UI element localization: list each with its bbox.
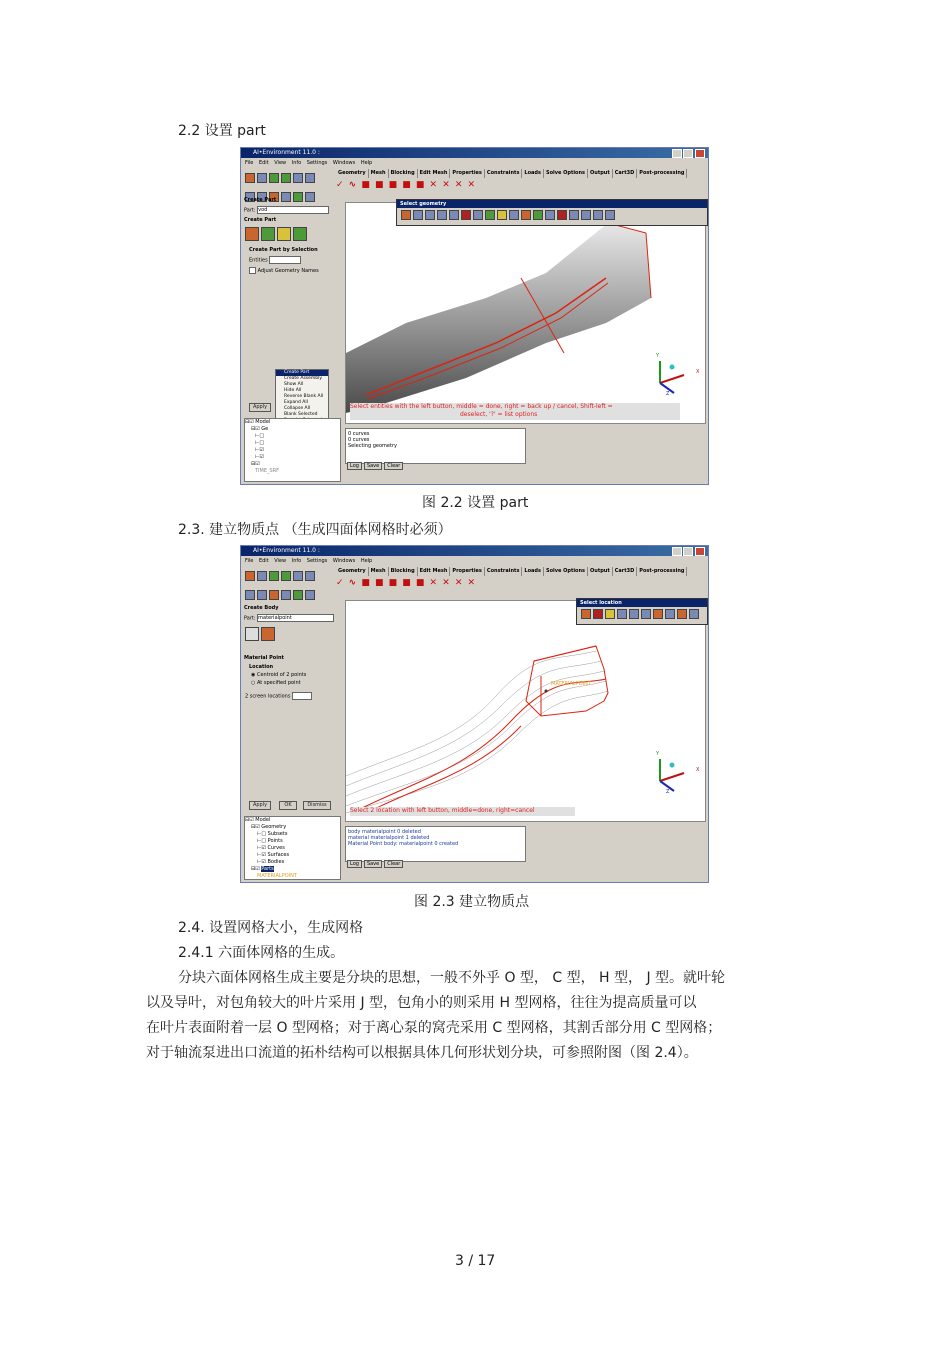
- log-controls: [347, 462, 405, 470]
- menu-item-reverse-blank-all[interactable]: Reverse Blank All: [284, 394, 324, 399]
- tab-loads[interactable]: Loads: [522, 567, 544, 576]
- graphics-viewport[interactable]: [345, 600, 706, 822]
- select-icon[interactable]: [605, 609, 615, 619]
- tree-node-time-srf[interactable]: TIME_SRF: [255, 468, 280, 474]
- paragraph-line: 在叶片表面附着一层 O 型网格；对于离心泵的窝壳采用 C 型网格，其割舌部分用 C 型网格；: [146, 1020, 722, 1036]
- tab-properties[interactable]: Properties: [450, 169, 484, 178]
- select-icon[interactable]: [593, 210, 603, 220]
- geometry-tool-icons[interactable]: ✓ ∿ ■ ■ ■ ■ ■ ✕ ✕ ✕ ✕: [336, 180, 477, 190]
- select-icon[interactable]: [581, 210, 591, 220]
- tree-node-model[interactable]: ⊟☑ Model: [245, 817, 271, 823]
- apply-button[interactable]: Apply: [249, 403, 271, 412]
- log-checkbox[interactable]: Log: [347, 860, 362, 868]
- part-name-input[interactable]: vod: [257, 206, 329, 214]
- log-line: Selecting geometry: [348, 443, 397, 449]
- screen-locations-input[interactable]: [292, 692, 312, 700]
- save-log-button[interactable]: Save: [364, 860, 382, 868]
- menu-item-create-part[interactable]: Create Part: [276, 370, 328, 376]
- tree-node-geometry[interactable]: ⊟☑ Geometry: [251, 824, 287, 830]
- select-icon[interactable]: [581, 609, 591, 619]
- window-title: AI•Environment 11.0 :: [253, 547, 320, 554]
- paragraph-line: 以及导叶，对包角较大的叶片采用 J 型，包角小的则采用 H 型网格，往往为提高质量可以: [146, 995, 697, 1011]
- figure-caption-2-2: 图 2.2 设置 part: [422, 495, 529, 511]
- select-geometry-popup: [396, 199, 708, 226]
- select-icon[interactable]: [449, 210, 459, 220]
- entities-label: Entities: [249, 257, 268, 264]
- undo-icon[interactable]: [293, 571, 303, 581]
- tab-cart3d[interactable]: Cart3D: [613, 169, 638, 178]
- screen-locations-label: 2 screen locations: [245, 693, 291, 700]
- tree-node[interactable]: ⊢□: [255, 440, 265, 446]
- screen-locations-row: [241, 692, 341, 700]
- select-icon[interactable]: [641, 609, 651, 619]
- status-line-1: Select 2 location with left button, middle=done, right=cancel: [350, 807, 535, 814]
- menu-view[interactable]: View: [274, 558, 287, 564]
- create-part-by-element-icon[interactable]: [293, 227, 307, 241]
- select-icon[interactable]: [521, 210, 531, 220]
- log-line: material materialpoint 1 deleted: [348, 835, 430, 841]
- menu-view[interactable]: View: [274, 160, 287, 166]
- cancel-icon[interactable]: [461, 210, 471, 220]
- axis-z-label: Z: [666, 391, 670, 397]
- model-tree: [244, 816, 341, 880]
- apply-button[interactable]: Apply: [249, 801, 271, 810]
- create-body-panel: [241, 592, 341, 700]
- tree-node-surfaces[interactable]: ⊢☑ Surfaces: [257, 852, 290, 858]
- maximize-button[interactable]: [683, 547, 693, 556]
- menu-info[interactable]: Info: [291, 558, 302, 564]
- status-line-2: deselect, '?' = list options: [460, 411, 538, 418]
- tab-blocking[interactable]: Blocking: [389, 567, 418, 576]
- part-label: Part: [244, 207, 254, 214]
- page-number: 3 / 17: [455, 1253, 496, 1269]
- function-tabs: [336, 567, 687, 576]
- menu-item-collapse-all[interactable]: Collapse All: [284, 406, 311, 411]
- open-icon[interactable]: [245, 571, 255, 581]
- tree-node-geometry[interactable]: ⊟☑ Ge: [251, 426, 269, 432]
- tab-geometry[interactable]: Geometry: [336, 567, 369, 576]
- create-part-panel: [241, 194, 341, 394]
- model-tree: [244, 418, 341, 482]
- window-title: AI•Environment 11.0 :: [253, 149, 320, 156]
- section-heading-2-2: 2.2 设置 part: [178, 123, 266, 139]
- axis-y-label: Y: [656, 353, 660, 359]
- popup-title: Select location: [577, 599, 707, 607]
- select-icon[interactable]: [617, 609, 627, 619]
- topology-body-icon[interactable]: [261, 627, 275, 641]
- close-button[interactable]: [695, 547, 705, 556]
- popup-title: Select geometry: [397, 200, 707, 208]
- tab-geometry[interactable]: Geometry: [336, 169, 369, 178]
- select-icon[interactable]: [485, 210, 495, 220]
- tab-properties[interactable]: Properties: [450, 567, 484, 576]
- menu-item-expand-all[interactable]: Expand All: [284, 400, 308, 405]
- window-titlebar: [241, 148, 708, 158]
- part-label: Part: [244, 615, 254, 622]
- close-button[interactable]: [695, 149, 705, 158]
- panel-title: Create Body: [244, 605, 279, 611]
- cancel-icon[interactable]: [593, 609, 603, 619]
- entities-row: [241, 256, 341, 264]
- menu-help[interactable]: Help: [360, 558, 373, 564]
- menu-windows[interactable]: Windows: [332, 558, 356, 564]
- menu-item-create-assembly[interactable]: Create Assembly: [284, 376, 323, 381]
- redo-icon[interactable]: [305, 571, 315, 581]
- axis-triad: [646, 751, 701, 796]
- select-icon[interactable]: [425, 210, 435, 220]
- part-row: Part: vod: [241, 206, 341, 214]
- tab-mesh[interactable]: Mesh: [369, 169, 389, 178]
- menu-bar: [241, 557, 708, 566]
- adjust-names-checkbox[interactable]: [249, 267, 256, 274]
- material-point-icon[interactable]: [245, 627, 259, 641]
- axis-z-label: Z: [666, 789, 670, 795]
- create-part-by-region-icon[interactable]: [277, 227, 291, 241]
- redo-icon[interactable]: [305, 173, 315, 183]
- tree-node-bodies[interactable]: ⊢☑ Bodies: [257, 859, 285, 865]
- create-part-subtitle: Create Part: [244, 217, 277, 223]
- screenshot-create-material-point: [240, 545, 709, 883]
- part-icon[interactable]: [269, 571, 279, 581]
- section-heading-2-4-1: 2.4.1 六面体网格的生成。: [178, 945, 345, 961]
- window-titlebar: [241, 546, 708, 556]
- clear-log-button[interactable]: Clear: [384, 462, 403, 470]
- tab-post-processing[interactable]: Post-processing: [637, 169, 687, 178]
- dismiss-button[interactable]: Dismiss: [303, 801, 331, 810]
- open-icon[interactable]: [245, 173, 255, 183]
- save-icon[interactable]: [257, 571, 267, 581]
- tab-solve-options[interactable]: Solve Options: [544, 169, 588, 178]
- create-part-icon[interactable]: [245, 227, 259, 241]
- screenshot-create-part: [240, 147, 709, 485]
- minimize-button[interactable]: [672, 547, 682, 556]
- save-icon[interactable]: [257, 173, 267, 183]
- figure-caption-2-3: 图 2.3 建立物质点: [414, 894, 530, 910]
- tree-node[interactable]: ⊟☑: [251, 461, 260, 467]
- menu-file[interactable]: File: [245, 160, 254, 166]
- part-name-input[interactable]: materialpoint: [257, 614, 334, 622]
- tree-node[interactable]: ⊢☑: [255, 447, 264, 453]
- status-line-1: Select entities with the left button, middle = done, right = back up / cancel, Shift-left =: [350, 403, 613, 410]
- tree-node[interactable]: ⊢□: [255, 433, 265, 439]
- graphics-viewport[interactable]: [345, 202, 706, 424]
- select-icon[interactable]: [689, 609, 699, 619]
- adjust-names-row: [241, 267, 341, 274]
- select-icon[interactable]: [569, 210, 579, 220]
- toolbar-icons: [244, 567, 334, 589]
- clear-log-button[interactable]: Clear: [384, 860, 403, 868]
- menu-file[interactable]: File: [245, 558, 254, 564]
- tab-mesh[interactable]: Mesh: [369, 567, 389, 576]
- panel-title: Create Part: [244, 197, 277, 203]
- select-icon[interactable]: [509, 210, 519, 220]
- geometry-tool-icons[interactable]: ✓ ∿ ■ ■ ■ ■ ■ ✕ ✕ ✕ ✕: [336, 578, 477, 588]
- menu-windows[interactable]: Windows: [332, 160, 356, 166]
- menu-item-show-all[interactable]: Show All: [284, 382, 304, 387]
- create-part-by-selection-icon[interactable]: [261, 227, 275, 241]
- tab-loads[interactable]: Loads: [522, 169, 544, 178]
- select-icon[interactable]: [401, 210, 411, 220]
- log-line: 0 curves: [348, 431, 370, 437]
- paragraph-line: 分块六面体网格生成主要是分块的思想，一般不外乎 O 型， C 型， H 型， J 型。就叶轮: [178, 970, 726, 986]
- radio-centroid[interactable]: ◉ Centroid of 2 points: [251, 672, 307, 678]
- tree-node-subsets[interactable]: ⊢□ Subsets: [257, 831, 288, 837]
- axis-triad: [646, 353, 701, 398]
- axis-x-label: X: [696, 767, 700, 773]
- status-prompt: [350, 403, 680, 420]
- select-icon[interactable]: [629, 609, 639, 619]
- adjust-names-label: Adjust Geometry Names: [257, 268, 319, 274]
- material-point-label: MATERIALPOINT: [551, 681, 591, 687]
- tab-blocking[interactable]: Blocking: [389, 169, 418, 178]
- tree-node-model[interactable]: ⊟☑ Model: [245, 419, 271, 425]
- material-point-title: Material Point: [244, 655, 284, 661]
- tree-node-points[interactable]: ⊢□ Points: [257, 838, 283, 844]
- status-prompt: [350, 807, 575, 816]
- select-icon[interactable]: [665, 609, 675, 619]
- section-heading-2-3: 2.3. 建立物质点 （生成四面体网格时必须）: [178, 522, 452, 538]
- select-icon[interactable]: [533, 210, 543, 220]
- axis-x-label: X: [696, 369, 700, 375]
- undo-icon[interactable]: [293, 173, 303, 183]
- select-icon[interactable]: [437, 210, 447, 220]
- message-log: [345, 428, 526, 464]
- select-location-popup: [576, 598, 708, 625]
- save-log-button[interactable]: Save: [364, 462, 382, 470]
- tree-node-materialpoint[interactable]: MATERIALPOINT: [257, 873, 297, 879]
- geometry-icon[interactable]: [281, 571, 291, 581]
- location-label: Location: [249, 664, 274, 670]
- tab-cart3d[interactable]: Cart3D: [613, 567, 638, 576]
- message-log: [345, 826, 526, 862]
- select-icon[interactable]: [653, 609, 663, 619]
- ok-button[interactable]: OK: [279, 801, 297, 810]
- part-icon[interactable]: [269, 173, 279, 183]
- select-icon[interactable]: [605, 210, 615, 220]
- by-selection-title: Create Part by Selection: [249, 247, 318, 253]
- log-line: body materialpoint 0 deleted: [348, 829, 421, 835]
- function-tabs: [336, 169, 687, 178]
- select-icon[interactable]: [473, 210, 483, 220]
- tab-post-processing[interactable]: Post-processing: [637, 567, 687, 576]
- section-heading-2-4: 2.4. 设置网格大小，生成网格: [178, 920, 364, 936]
- log-checkbox[interactable]: Log: [347, 462, 362, 470]
- location-tool-icons: [577, 607, 707, 623]
- create-part-icons: [241, 226, 341, 244]
- tab-output[interactable]: Output: [588, 169, 613, 178]
- tab-constraints[interactable]: Constraints: [485, 567, 523, 576]
- tab-edit-mesh[interactable]: Edit Mesh: [418, 169, 451, 178]
- tab-output[interactable]: Output: [588, 567, 613, 576]
- select-icon[interactable]: [413, 210, 423, 220]
- select-icon[interactable]: [677, 609, 687, 619]
- menu-settings[interactable]: Settings: [306, 160, 328, 166]
- tree-node-parts[interactable]: ⊟☑ Parts: [251, 866, 274, 872]
- menu-settings[interactable]: Settings: [306, 558, 328, 564]
- geometry-icon[interactable]: [281, 173, 291, 183]
- menu-edit[interactable]: Edit: [258, 558, 269, 564]
- select-icon[interactable]: [545, 210, 555, 220]
- menu-info[interactable]: Info: [291, 160, 302, 166]
- log-line: 0 curves: [348, 437, 370, 443]
- maximize-button[interactable]: [683, 149, 693, 158]
- log-controls: [347, 860, 405, 868]
- select-icon[interactable]: [557, 210, 567, 220]
- tab-constraints[interactable]: Constraints: [485, 169, 523, 178]
- menu-help[interactable]: Help: [360, 160, 373, 166]
- menu-item-hide-all[interactable]: Hide All: [284, 388, 302, 393]
- axis-y-label: Y: [656, 751, 660, 757]
- log-line: Material Point body: materialpoint 0 created: [348, 841, 459, 847]
- part-row: Part: materialpoint: [241, 614, 341, 622]
- body-type-icons: [241, 622, 341, 648]
- paragraph-line: 对于轴流泵进出口流道的拓朴结构可以根据具体几何形状划分块，可参照附图（图 2.4）。: [146, 1045, 698, 1061]
- tree-node-curves[interactable]: ⊢☑ Curves: [257, 845, 285, 851]
- menu-bar: [241, 159, 708, 168]
- entities-input[interactable]: [269, 256, 301, 264]
- tree-node[interactable]: ⊢☑: [255, 454, 264, 460]
- menu-edit[interactable]: Edit: [258, 160, 269, 166]
- tab-solve-options[interactable]: Solve Options: [544, 567, 588, 576]
- tab-edit-mesh[interactable]: Edit Mesh: [418, 567, 451, 576]
- select-icon[interactable]: [497, 210, 507, 220]
- selection-tool-icons: [397, 208, 707, 224]
- toolbar-icons: [244, 169, 334, 191]
- menu-item-blank-selected[interactable]: Blank Selected: [284, 412, 318, 417]
- minimize-button[interactable]: [672, 149, 682, 158]
- radio-specified-point[interactable]: ○ At specified point: [251, 680, 301, 686]
